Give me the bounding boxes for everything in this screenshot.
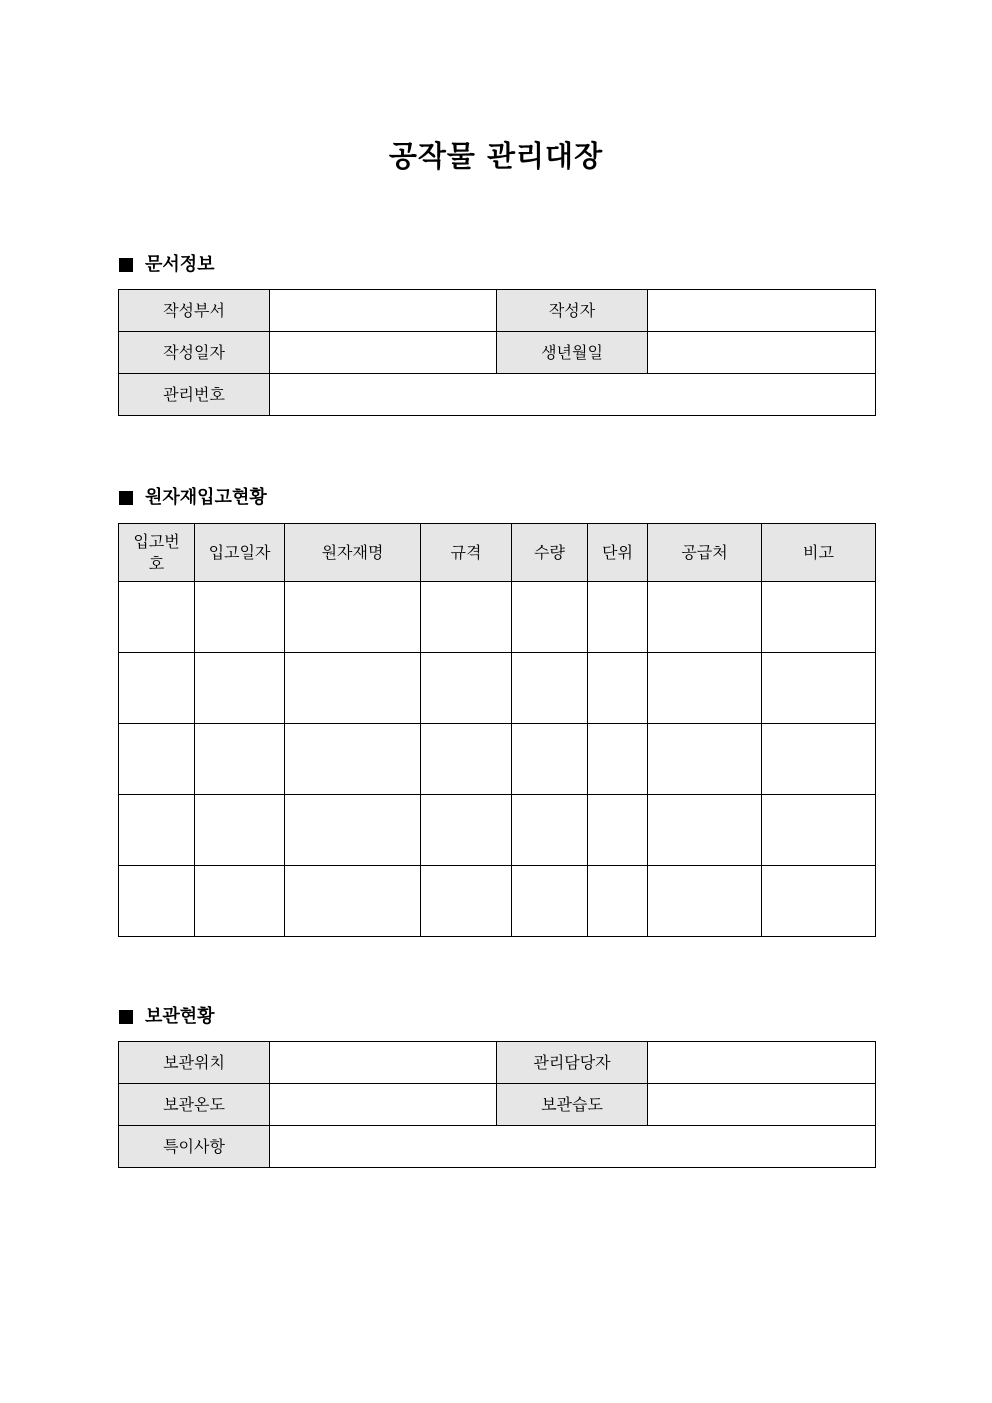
table-row bbox=[119, 1042, 876, 1084]
field-birth-date[interactable] bbox=[648, 332, 876, 374]
column-header-unit: 단위 bbox=[588, 524, 648, 582]
table-cell[interactable] bbox=[119, 653, 195, 724]
table-cell[interactable] bbox=[512, 582, 588, 653]
table-row bbox=[119, 374, 876, 416]
column-header-receipt-number: 입고번호 bbox=[119, 524, 195, 582]
table-cell[interactable] bbox=[512, 653, 588, 724]
table-cell[interactable] bbox=[119, 724, 195, 795]
table-cell[interactable] bbox=[195, 724, 285, 795]
table-cell[interactable] bbox=[285, 724, 421, 795]
table-cell[interactable] bbox=[195, 795, 285, 866]
table-row bbox=[119, 290, 876, 332]
field-manager[interactable] bbox=[648, 1042, 876, 1084]
table-cell[interactable] bbox=[421, 582, 512, 653]
table-cell[interactable] bbox=[195, 653, 285, 724]
square-bullet-icon bbox=[119, 258, 133, 272]
label-manager: 관리담당자 bbox=[497, 1042, 648, 1084]
table-cell[interactable] bbox=[285, 795, 421, 866]
table-row bbox=[119, 795, 876, 866]
column-header-supplier: 공급처 bbox=[648, 524, 762, 582]
label-writer-department: 작성부서 bbox=[119, 290, 270, 332]
section-heading-label: 문서정보 bbox=[145, 254, 215, 275]
column-header-receipt-date: 입고일자 bbox=[195, 524, 285, 582]
table-cell[interactable] bbox=[285, 653, 421, 724]
label-birth-date: 생년월일 bbox=[497, 332, 648, 374]
table-cell[interactable] bbox=[421, 653, 512, 724]
table-row bbox=[119, 724, 876, 795]
field-storage-location[interactable] bbox=[270, 1042, 497, 1084]
table-row bbox=[119, 866, 876, 937]
label-writer: 작성자 bbox=[497, 290, 648, 332]
table-cell[interactable] bbox=[119, 582, 195, 653]
table-cell[interactable] bbox=[512, 724, 588, 795]
table-cell[interactable] bbox=[588, 653, 648, 724]
table-cell[interactable] bbox=[421, 866, 512, 937]
column-header-material-name: 원자재명 bbox=[285, 524, 421, 582]
document-title: 공작물 관리대장 bbox=[388, 139, 604, 173]
field-writer[interactable] bbox=[648, 290, 876, 332]
table-cell[interactable] bbox=[648, 582, 762, 653]
column-header-quantity: 수량 bbox=[512, 524, 588, 582]
field-special-notes[interactable] bbox=[270, 1126, 876, 1168]
table-cell[interactable] bbox=[285, 866, 421, 937]
table-cell[interactable] bbox=[648, 724, 762, 795]
field-storage-temperature[interactable] bbox=[270, 1084, 497, 1126]
table-row bbox=[119, 582, 876, 653]
table-cell[interactable] bbox=[762, 582, 876, 653]
stock-table bbox=[118, 523, 876, 937]
table-cell[interactable] bbox=[421, 795, 512, 866]
table-cell[interactable] bbox=[421, 724, 512, 795]
field-storage-humidity[interactable] bbox=[648, 1084, 876, 1126]
table-cell[interactable] bbox=[588, 795, 648, 866]
document-info-table bbox=[118, 289, 876, 416]
section-heading-stock bbox=[119, 486, 267, 510]
label-storage-temperature: 보관온도 bbox=[119, 1084, 270, 1126]
table-cell[interactable] bbox=[512, 866, 588, 937]
table-cell[interactable] bbox=[512, 795, 588, 866]
table-cell[interactable] bbox=[195, 866, 285, 937]
section-heading-storage bbox=[119, 1005, 215, 1029]
table-cell[interactable] bbox=[119, 795, 195, 866]
table-cell[interactable] bbox=[648, 866, 762, 937]
table-row bbox=[119, 653, 876, 724]
table-cell[interactable] bbox=[762, 866, 876, 937]
field-management-number[interactable] bbox=[270, 374, 876, 416]
field-written-date[interactable] bbox=[270, 332, 497, 374]
column-header-specification: 규격 bbox=[421, 524, 512, 582]
table-row bbox=[119, 1126, 876, 1168]
column-header-remarks: 비고 bbox=[762, 524, 876, 582]
table-cell[interactable] bbox=[285, 582, 421, 653]
table-cell[interactable] bbox=[588, 866, 648, 937]
table-cell[interactable] bbox=[195, 582, 285, 653]
square-bullet-icon bbox=[119, 491, 133, 505]
label-special-notes: 특이사항 bbox=[119, 1126, 270, 1168]
table-cell[interactable] bbox=[762, 653, 876, 724]
table-cell[interactable] bbox=[648, 795, 762, 866]
label-storage-humidity: 보관습도 bbox=[497, 1084, 648, 1126]
table-cell[interactable] bbox=[648, 653, 762, 724]
table-cell[interactable] bbox=[588, 724, 648, 795]
label-management-number: 관리번호 bbox=[119, 374, 270, 416]
table-cell[interactable] bbox=[762, 724, 876, 795]
section-heading-label: 보관현황 bbox=[145, 1006, 215, 1027]
label-written-date: 작성일자 bbox=[119, 332, 270, 374]
section-heading-document-info bbox=[119, 253, 215, 277]
table-row bbox=[119, 1084, 876, 1126]
table-cell[interactable] bbox=[588, 582, 648, 653]
field-writer-department[interactable] bbox=[270, 290, 497, 332]
label-storage-location: 보관위치 bbox=[119, 1042, 270, 1084]
storage-table bbox=[118, 1041, 876, 1168]
square-bullet-icon bbox=[119, 1010, 133, 1024]
table-row bbox=[119, 332, 876, 374]
section-heading-label: 원자재입고현황 bbox=[145, 487, 267, 508]
table-header-row bbox=[119, 524, 876, 582]
table-cell[interactable] bbox=[119, 866, 195, 937]
table-cell[interactable] bbox=[762, 795, 876, 866]
